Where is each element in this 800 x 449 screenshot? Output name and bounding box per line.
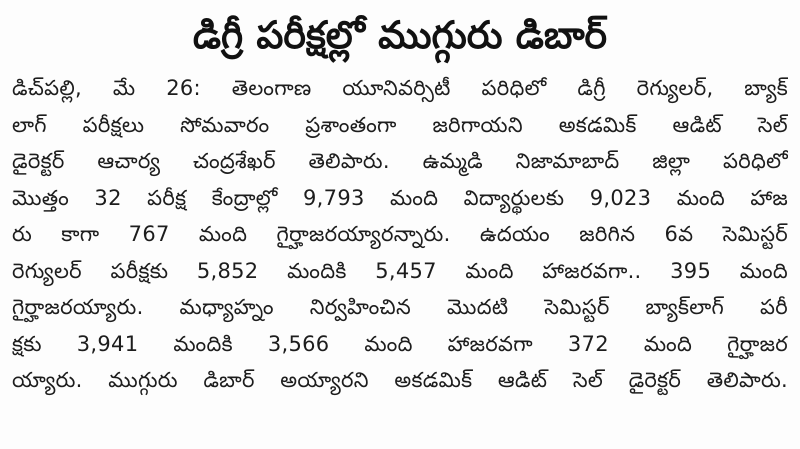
- article-line: క్షకు 3,941 మందికి 3,566 మంది హాజరవగా 372 మంది గైర్హాజర: [12, 331, 788, 356]
- article-line: రెగ్యులర్ పరీక్షకు 5,852 మందికి 5,457 మంది హాజరవగా.. 395 మంది: [12, 258, 788, 283]
- article-headline: డిగ్రీ పరీక్షల్లో ముగ్గురు డిబార్: [192, 13, 608, 57]
- article-line: గైర్హాజరయ్యారు. మధ్యాహ్నం నిర్వహించిన మొదటి సెమిస్టర్ బ్యాక్‌లాగ్ పరీ: [12, 295, 788, 319]
- article-line: మొత్తం 32 పరీక్ష కేంద్రాల్లో 9,793 మంది విద్యార్థులకు 9,023 మంది హాజ: [12, 185, 788, 210]
- article-line: య్యారు. ముగ్గురు డిబార్ అయ్యారని అకడమిక్ ఆడిట్ సెల్ డైరెక్టర్ తెలిపారు.: [12, 368, 788, 392]
- article-line: డైరెక్టర్ ఆచార్య చంద్రశేఖర్ తెలిపారు. ఉమ్మడి నిజామాబాద్ జిల్లా పరిధిలో: [12, 149, 788, 173]
- article-line: లాగ్ పరీక్షలు సోమవారం ప్రశాంతంగా జరిగాయని అకడమిక్ ఆడిట్ సెల్: [12, 112, 788, 137]
- article-body: [12, 70, 788, 399]
- article-line: రు కాగా 767 మంది గైర్హాజరయ్యారన్నారు. ఉదయం జరిగిన 6వ సెమిస్టర్: [12, 222, 788, 246]
- article-line: డిచ్‌పల్లి, మే 26: తెలంగాణ యూనివర్సిటీ పరిధిలో డిగ్రీ రెగ్యులర్, బ్యాక్: [12, 76, 788, 100]
